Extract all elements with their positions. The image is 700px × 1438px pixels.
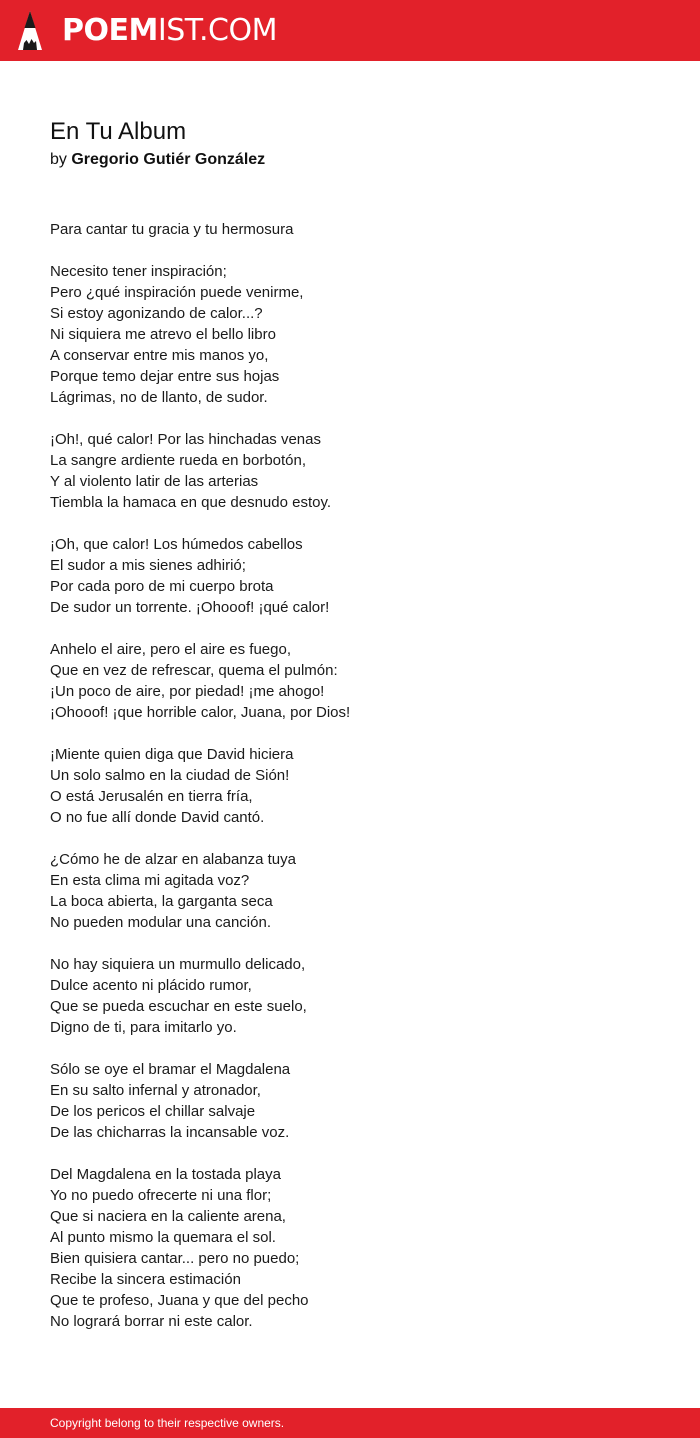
site-logo[interactable]	[62, 12, 277, 48]
poem-line: ¡Un poco de aire, por piedad! ¡me ahogo!	[50, 683, 325, 700]
poem-line: Pero ¿qué inspiración puede venirme,	[50, 284, 304, 301]
poem-line: Dulce acento ni plácido rumor,	[50, 977, 252, 994]
poem-line: Si estoy agonizando de calor...?	[50, 305, 263, 322]
poem-line: Anhelo el aire, pero el aire es fuego,	[50, 641, 291, 658]
poem-line: Por cada poro de mi cuerpo brota	[50, 578, 274, 595]
poem-line: ¡Miente quien diga que David hiciera	[50, 746, 294, 763]
poem-title: En Tu Album	[50, 118, 187, 145]
poem-line: ¿Cómo he de alzar en alabanza tuya	[50, 851, 296, 868]
poem-stanza	[50, 639, 650, 723]
poem-line: Para cantar tu gracia y tu hermosura	[50, 221, 294, 238]
poem-stanza	[50, 954, 650, 1038]
poem-line: Que en vez de refrescar, quema el pulmón:	[50, 662, 338, 679]
logo-text-light: IST.COM	[157, 12, 277, 48]
poem-line: Un solo salmo en la ciudad de Sión!	[50, 767, 290, 784]
poem-line: Necesito tener inspiración;	[50, 263, 227, 280]
poem-line: De sudor un torrente. ¡Ohooof! ¡qué calor!	[50, 599, 330, 616]
site-header	[0, 0, 700, 61]
poem-content	[50, 117, 650, 1353]
poem-line: Tiembla la hamaca en que desnudo estoy.	[50, 494, 332, 511]
poem-line: Y al violento latir de las arterias	[50, 473, 259, 490]
poem-line: No logrará borrar ni este calor.	[50, 1313, 253, 1330]
poem-line: A conservar entre mis manos yo,	[50, 347, 269, 364]
poem-line: Del Magdalena en la tostada playa	[50, 1166, 281, 1183]
poem-line: La boca abierta, la garganta seca	[50, 893, 273, 910]
copyright-text: Copyright belong to their respective owners.	[50, 1416, 285, 1430]
poem-line: O no fue allí donde David cantó.	[50, 809, 265, 826]
poem-line: El sudor a mis sienes adhirió;	[50, 557, 246, 574]
poem-line: Al punto mismo la quemara el sol.	[50, 1229, 276, 1246]
poem-stanza	[50, 1059, 650, 1143]
poem-line: Que se pueda escuchar en este suelo,	[50, 998, 307, 1015]
poem-line: ¡Oh, que calor! Los húmedos cabellos	[50, 536, 303, 553]
poem-line: O está Jerusalén en tierra fría,	[50, 788, 253, 805]
poem-byline	[50, 148, 650, 172]
poem-line: ¡Ohooof! ¡que horrible calor, Juana, por Dios!	[50, 704, 351, 721]
poem-stanza	[50, 429, 650, 513]
poem-line: De los pericos el chillar salvaje	[50, 1103, 256, 1120]
poem-line: No hay siquiera un murmullo delicado,	[50, 956, 306, 973]
poem-stanza	[50, 1164, 650, 1332]
pencil-mark-icon[interactable]	[17, 10, 43, 52]
poem-author[interactable]: Gregorio Gutiér González	[71, 151, 266, 168]
logo-text-strong: POEM	[62, 12, 158, 48]
poem-line: La sangre ardiente rueda en borbotón,	[50, 452, 307, 469]
poem-stanza	[50, 744, 650, 828]
poem-line: Lágrimas, no de llanto, de sudor.	[50, 389, 268, 406]
poem-stanza	[50, 219, 650, 240]
poem-line: Que si naciera en la caliente arena,	[50, 1208, 286, 1225]
poem-body	[50, 219, 650, 1332]
poem-line: Digno de ti, para imitarlo yo.	[50, 1019, 237, 1036]
poem-line: Recibe la sincera estimación	[50, 1271, 241, 1288]
poem-line: Bien quisiera cantar... pero no puedo;	[50, 1250, 300, 1267]
poem-stanza	[50, 534, 650, 618]
poem-line: En su salto infernal y atronador,	[50, 1082, 261, 1099]
poem-line: Yo no puedo ofrecerte ni una flor;	[50, 1187, 272, 1204]
poem-stanza	[50, 261, 650, 408]
poem-line: Que te profeso, Juana y que del pecho	[50, 1292, 309, 1309]
poem-line: Porque temo dejar entre sus hojas	[50, 368, 280, 385]
poem-line: ¡Oh!, qué calor! Por las hinchadas venas	[50, 431, 321, 448]
poem-line: De las chicharras la incansable voz.	[50, 1124, 290, 1141]
poem-line: Sólo se oye el bramar el Magdalena	[50, 1061, 291, 1078]
poem-line: No pueden modular una canción.	[50, 914, 271, 931]
by-label: by	[50, 151, 67, 168]
poem-line: Ni siquiera me atrevo el bello libro	[50, 326, 276, 343]
poem-stanza	[50, 849, 650, 933]
site-footer	[0, 1408, 700, 1438]
poem-line: En esta clima mi agitada voz?	[50, 872, 250, 889]
